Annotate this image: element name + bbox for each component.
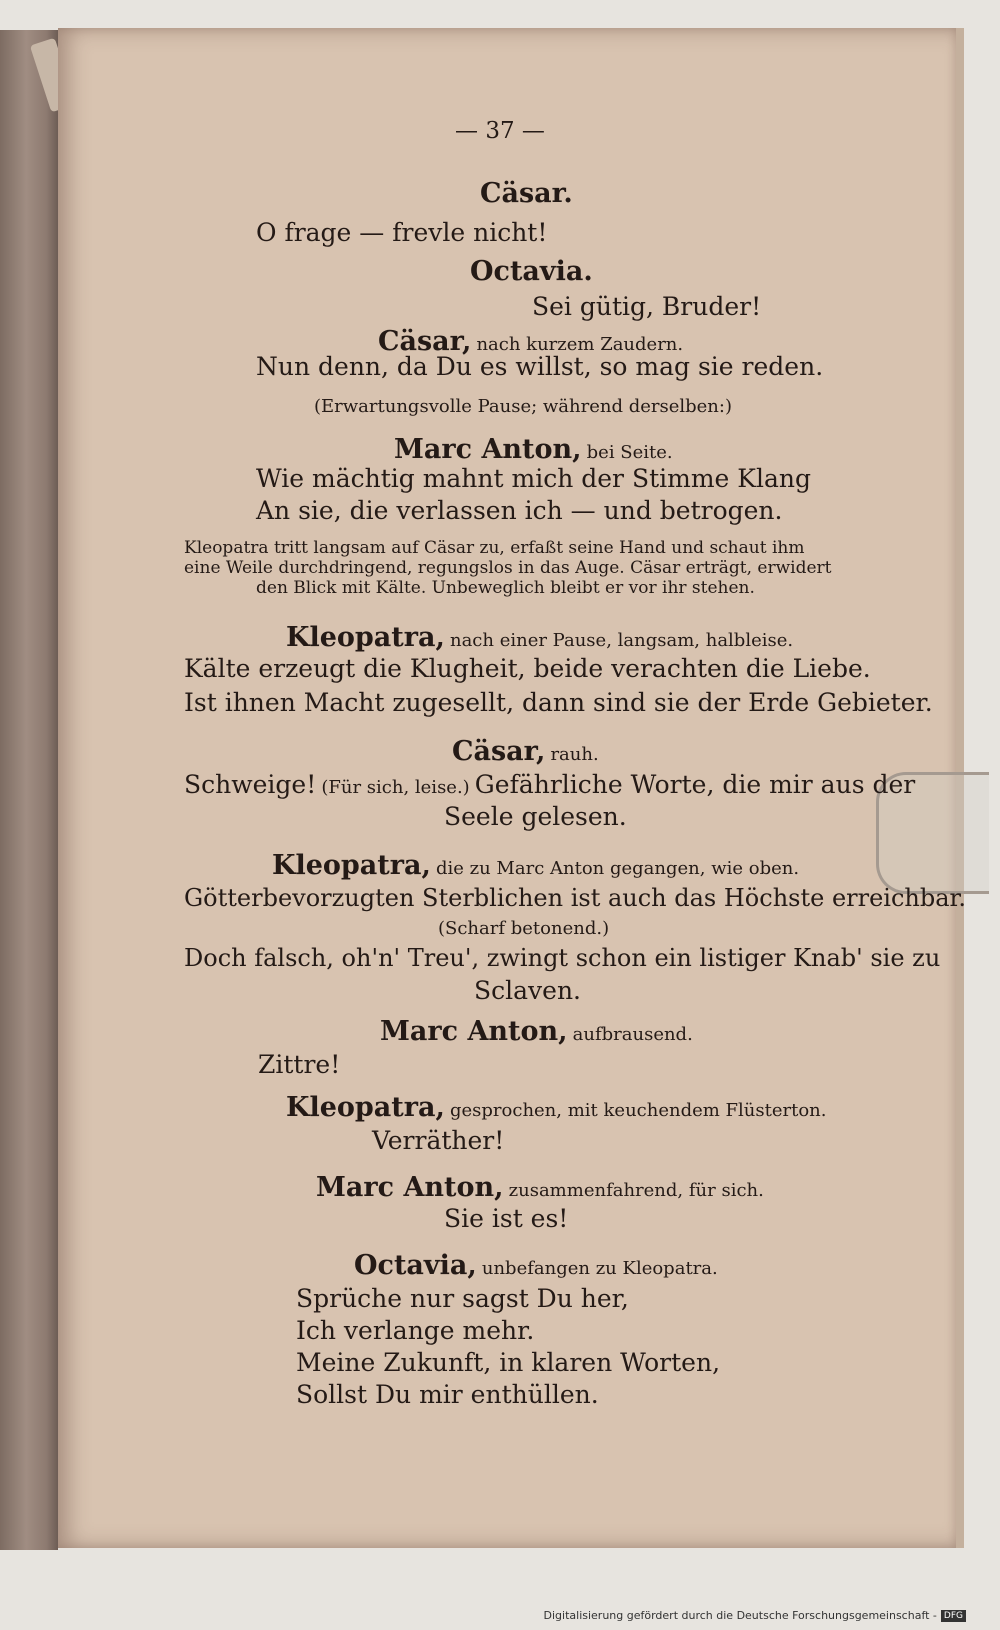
text-line xyxy=(184,770,915,799)
speaker-heading xyxy=(316,1172,764,1203)
stage-direction: eine Weile durchdringend, regungslos in das Auge. Cäsar erträgt, erwidert xyxy=(184,558,832,578)
text-line: Götterbevorzugten Sterblichen ist auch das Höchste erreichbar. xyxy=(184,884,967,912)
text-line: Ist ihnen Macht zugesellt, dann sind sie der Erde Gebieter. xyxy=(184,688,933,717)
speaker-marc-anton: Marc Anton, xyxy=(380,1016,568,1047)
speaker-kleopatra: Kleopatra, xyxy=(286,1092,445,1123)
speaker-heading xyxy=(394,434,673,465)
text-line: Nun denn, da Du es willst, so mag sie reden. xyxy=(256,352,824,381)
speaker-direction: zusammenfahrend, für sich. xyxy=(508,1180,764,1201)
speaker-kleopatra: Kleopatra, xyxy=(286,622,445,653)
stage-direction: (Erwartungsvolle Pause; während derselben:) xyxy=(314,396,732,417)
speaker-heading xyxy=(272,850,799,881)
stage-direction: (Für sich, leise.) xyxy=(321,777,470,798)
speaker-octavia: Octavia. xyxy=(470,256,593,287)
speaker-heading xyxy=(380,1016,693,1047)
text-line: An sie, die verlassen ich — und betrogen. xyxy=(256,496,783,525)
text-line: Sie ist es! xyxy=(444,1204,569,1233)
speaker-caesar: Cäsar, xyxy=(378,326,472,357)
speaker-marc-anton: Marc Anton, xyxy=(316,1172,504,1203)
text-segment: Gefährliche Worte, die mir aus der xyxy=(474,770,916,799)
speaker-heading xyxy=(354,1250,718,1281)
text-line: Zittre! xyxy=(258,1050,341,1079)
text-line: Sclaven. xyxy=(474,976,581,1005)
speaker-direction: rauh. xyxy=(550,744,599,765)
text-line: O frage — frevle nicht! xyxy=(256,218,548,247)
footer xyxy=(544,1609,966,1622)
speaker-heading xyxy=(452,736,599,767)
speaker-caesar: Cäsar, xyxy=(452,736,546,767)
speaker-kleopatra: Kleopatra, xyxy=(272,850,431,881)
speaker-heading xyxy=(286,1092,827,1123)
speaker-heading xyxy=(286,622,793,653)
text-segment: Schweige! xyxy=(184,770,317,799)
book-spine xyxy=(0,30,58,1550)
speaker-direction: gesprochen, mit keuchendem Flüsterton. xyxy=(449,1100,827,1121)
speaker-direction: unbefangen zu Kleopatra. xyxy=(481,1258,718,1279)
speaker-marc-anton: Marc Anton, xyxy=(394,434,582,465)
text-line: Kälte erzeugt die Klugheit, beide verachten die Liebe. xyxy=(184,654,871,683)
speaker-direction: bei Seite. xyxy=(586,442,673,463)
text-line: Meine Zukunft, in klaren Worten, xyxy=(296,1348,721,1377)
page-number: — 37 — xyxy=(455,118,545,144)
dfg-logo: DFG xyxy=(941,1610,966,1622)
speaker-direction: die zu Marc Anton gegangen, wie oben. xyxy=(435,858,800,879)
text-line: Doch falsch, oh'n' Treu', zwingt schon ein listiger Knab' sie zu xyxy=(184,944,941,972)
text-line: Sprüche nur sagst Du her, xyxy=(296,1284,629,1313)
stage-direction: (Scharf betonend.) xyxy=(438,918,610,939)
text-line: Sei gütig, Bruder! xyxy=(532,292,762,321)
footer-text: Digitalisierung gefördert durch die Deutsche Forschungsgemeinschaft - xyxy=(543,1609,937,1622)
text-line: Sollst Du mir enthüllen. xyxy=(296,1380,599,1409)
text-line: Verräther! xyxy=(372,1126,505,1155)
speaker-direction: nach kurzem Zaudern. xyxy=(476,334,684,355)
text-line: Ich verlange mehr. xyxy=(296,1316,535,1345)
stage-direction: Kleopatra tritt langsam auf Cäsar zu, erfaßt seine Hand und schaut ihm xyxy=(184,538,805,558)
speaker-caesar: Cäsar. xyxy=(480,178,573,209)
speaker-octavia: Octavia, xyxy=(354,1250,477,1281)
text-line: Seele gelesen. xyxy=(444,802,627,831)
text-line: Wie mächtig mahnt mich der Stimme Klang xyxy=(256,464,811,493)
stage-direction: den Blick mit Kälte. Unbeweglich bleibt er vor ihr stehen. xyxy=(256,578,755,598)
speaker-direction: nach einer Pause, langsam, halbleise. xyxy=(449,630,794,651)
speaker-direction: aufbrausend. xyxy=(572,1024,693,1045)
